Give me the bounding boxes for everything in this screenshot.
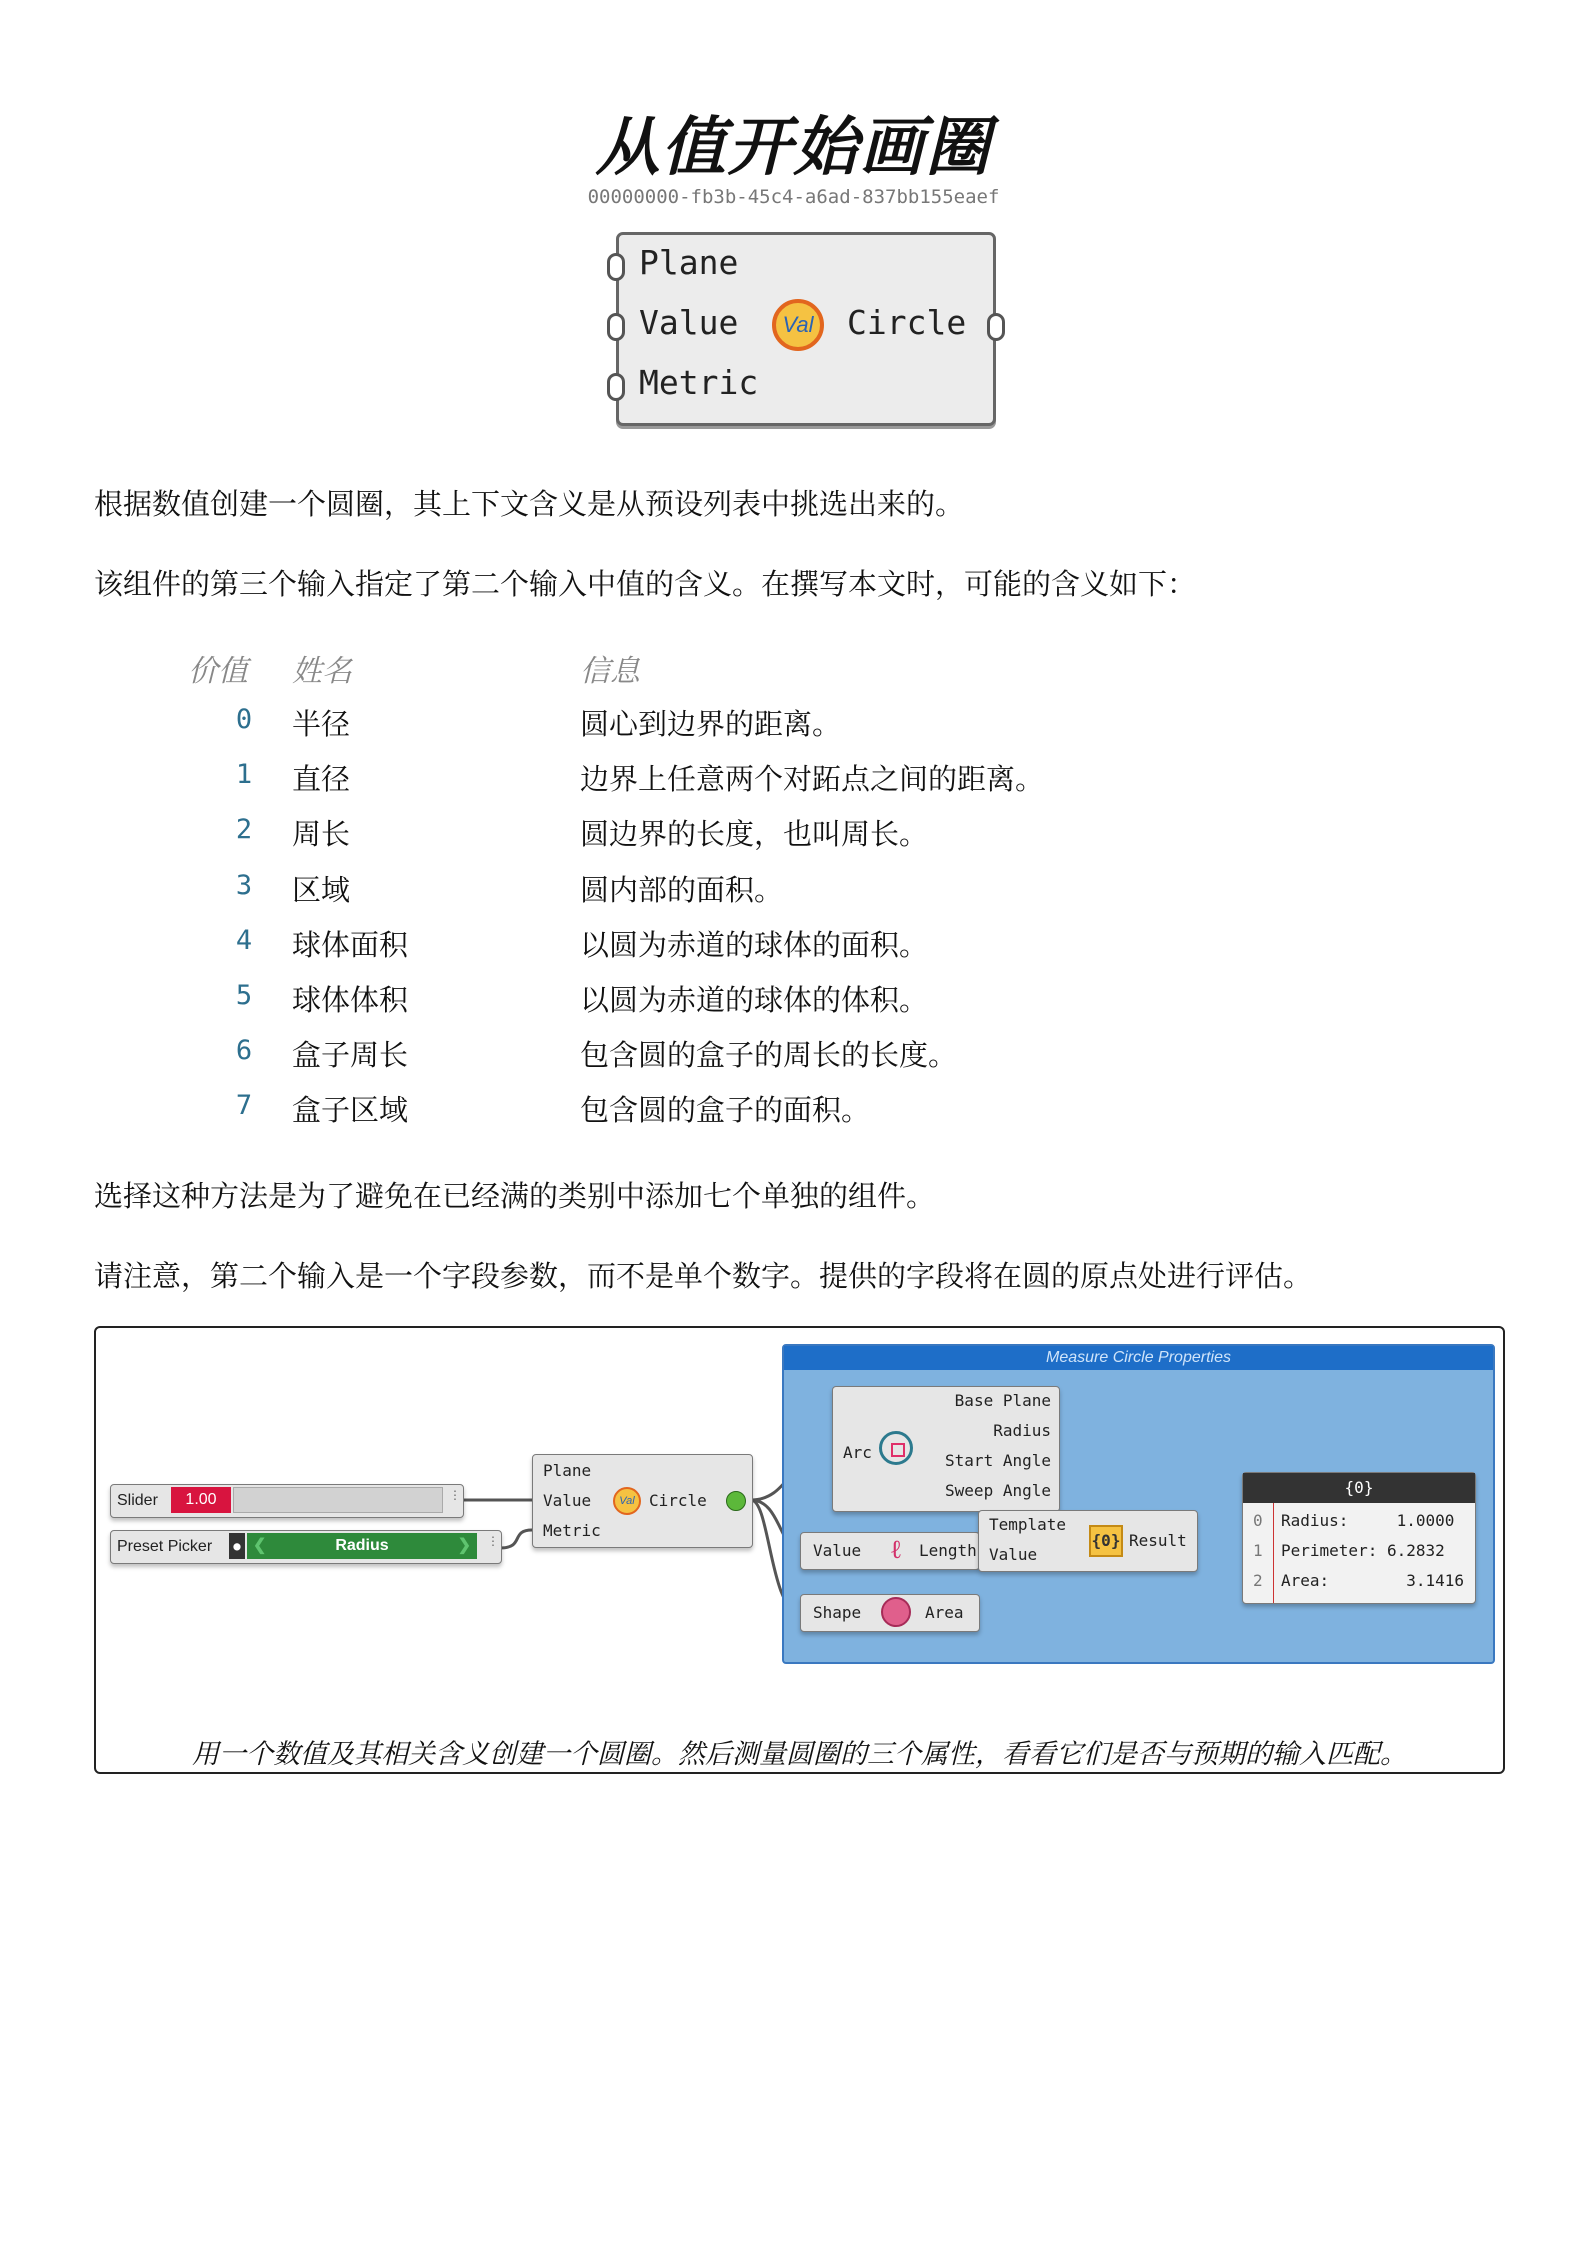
node-output-result: Result: [1129, 1531, 1187, 1550]
panel-divider: [1273, 1503, 1274, 1603]
paragraph-4: 请注意，第二个输入是一个字段参数，而不是单个数字。提供的字段将在圆的原点处进行评估。: [94, 1259, 1313, 1293]
panel-header: {0}: [1243, 1473, 1475, 1503]
node-output-start-angle: Start Angle: [945, 1451, 1051, 1470]
table-cell-name: 球体面积: [292, 928, 409, 962]
preset-selected-value[interactable]: ❮ Radius ❯: [247, 1533, 477, 1559]
node-input-value: Value: [813, 1541, 862, 1560]
node-input-plane: Plane: [543, 1461, 592, 1480]
panel-row-index: 1: [1253, 1541, 1263, 1560]
circle-node[interactable]: [532, 1454, 753, 1548]
table-cell-name: 半径: [292, 707, 351, 741]
length-node[interactable]: [800, 1532, 980, 1570]
component-guid: 00000000-fb3b-45c4-a6ad-837bb155eaef: [587, 186, 1000, 208]
val-icon: Val: [613, 1487, 641, 1515]
table-cell-value: 2: [235, 814, 253, 845]
table-cell-value: 4: [235, 925, 253, 956]
panel-row-text: Area: 3.1416: [1281, 1571, 1465, 1590]
node-input-arc: Arc: [843, 1443, 872, 1462]
table-header-info: 信息: [580, 654, 640, 689]
area-node[interactable]: [800, 1594, 980, 1632]
node-input-value: Value: [989, 1545, 1038, 1564]
table-cell-name: 直径: [292, 762, 351, 796]
table-cell-info: 以圆为赤道的球体的体积。: [580, 983, 929, 1017]
table-cell-name: 盒子区域: [292, 1093, 409, 1127]
table-cell-value: 0: [235, 704, 253, 735]
area-icon: [881, 1597, 911, 1627]
deconstruct-arc-node[interactable]: [832, 1386, 1060, 1512]
table-header-name: 姓名: [292, 654, 352, 689]
format-node[interactable]: [978, 1510, 1198, 1572]
node-input-template: Template: [989, 1515, 1067, 1534]
table-cell-info: 圆边界的长度，也叫周长。: [580, 817, 929, 851]
table-cell-info: 以圆为赤道的球体的面积。: [580, 928, 929, 962]
figure-caption: 用一个数值及其相关含义创建一个圆圈。然后测量圆圈的三个属性，看看它们是否与预期的输入匹配。: [192, 1739, 1407, 1770]
table-cell-value: 1: [235, 759, 253, 790]
input-label-plane: Plane: [639, 243, 739, 282]
slider-label: Slider: [117, 1492, 158, 1509]
arc-icon: [879, 1431, 913, 1465]
input-label-value: Value: [639, 303, 739, 342]
table-cell-value: 3: [235, 870, 253, 901]
table-cell-name: 球体体积: [292, 983, 409, 1017]
bullet-icon: ●: [229, 1533, 245, 1559]
node-output-base-plane: Base Plane: [954, 1391, 1051, 1410]
output-panel[interactable]: [1242, 1472, 1476, 1604]
format-icon: {0}: [1089, 1525, 1123, 1557]
length-icon: ℓ: [889, 1535, 903, 1565]
panel-row-text: Perimeter: 6.2832: [1281, 1541, 1445, 1560]
paragraph-1: 根据数值创建一个圆圈，其上下文含义是从预设列表中挑选出来的。: [94, 487, 965, 521]
group-title: Measure Circle Properties: [784, 1346, 1493, 1370]
table-cell-value: 6: [235, 1035, 253, 1066]
grip-icon[interactable]: ⋮: [449, 1488, 461, 1502]
node-output-area: Area: [925, 1603, 964, 1622]
preset-picker-label: Preset Picker: [117, 1538, 213, 1555]
paragraph-2: 该组件的第三个输入指定了第二个输入中值的含义。在撰写本文时，可能的含义如下：: [94, 567, 1197, 601]
table-cell-info: 包含圆的盒子的周长的长度。: [580, 1038, 958, 1072]
node-output-length: Length: [919, 1541, 977, 1560]
table-cell-name: 周长: [292, 817, 351, 851]
panel-row-index: 0: [1253, 1511, 1263, 1530]
preset-picker-widget[interactable]: [110, 1530, 502, 1564]
table-cell-info: 圆内部的面积。: [580, 873, 784, 907]
node-input-shape: Shape: [813, 1603, 862, 1622]
paragraph-3: 选择这种方法是为了避免在已经满的类别中添加七个单独的组件。: [94, 1179, 936, 1213]
slider-widget[interactable]: [110, 1484, 464, 1518]
node-output-sweep-angle: Sweep Angle: [945, 1481, 1051, 1500]
val-icon: Val: [772, 299, 824, 351]
panel-row-index: 2: [1253, 1571, 1263, 1590]
table-cell-name: 区域: [292, 873, 351, 907]
chevron-right-icon[interactable]: ❯: [457, 1537, 471, 1554]
node-input-metric: Metric: [543, 1521, 601, 1540]
slider-value[interactable]: 1.00: [171, 1487, 231, 1513]
page-title: 从值开始画圈: [595, 111, 992, 185]
input-label-metric: Metric: [639, 363, 759, 402]
output-label-circle: Circle: [847, 303, 967, 342]
grip-icon[interactable]: ⋮: [487, 1534, 499, 1548]
node-output-circle: Circle: [649, 1491, 707, 1510]
table-cell-info: 圆心到边界的距离。: [580, 707, 842, 741]
table-cell-info: 包含圆的盒子的面积。: [580, 1093, 871, 1127]
table-cell-value: 5: [235, 980, 253, 1011]
table-cell-info: 边界上任意两个对跖点之间的距离。: [580, 762, 1045, 796]
preview-on-icon[interactable]: [726, 1491, 746, 1511]
table-cell-name: 盒子周长: [292, 1038, 409, 1072]
node-output-radius: Radius: [993, 1421, 1051, 1440]
node-input-value: Value: [543, 1491, 592, 1510]
table-cell-value: 7: [235, 1090, 253, 1121]
slider-track[interactable]: [233, 1487, 443, 1513]
table-header-value: 价值: [188, 654, 248, 689]
chevron-left-icon[interactable]: ❮: [253, 1537, 267, 1554]
wire-preset-metric: [500, 1530, 532, 1548]
panel-row-text: Radius: 1.0000: [1281, 1511, 1455, 1530]
